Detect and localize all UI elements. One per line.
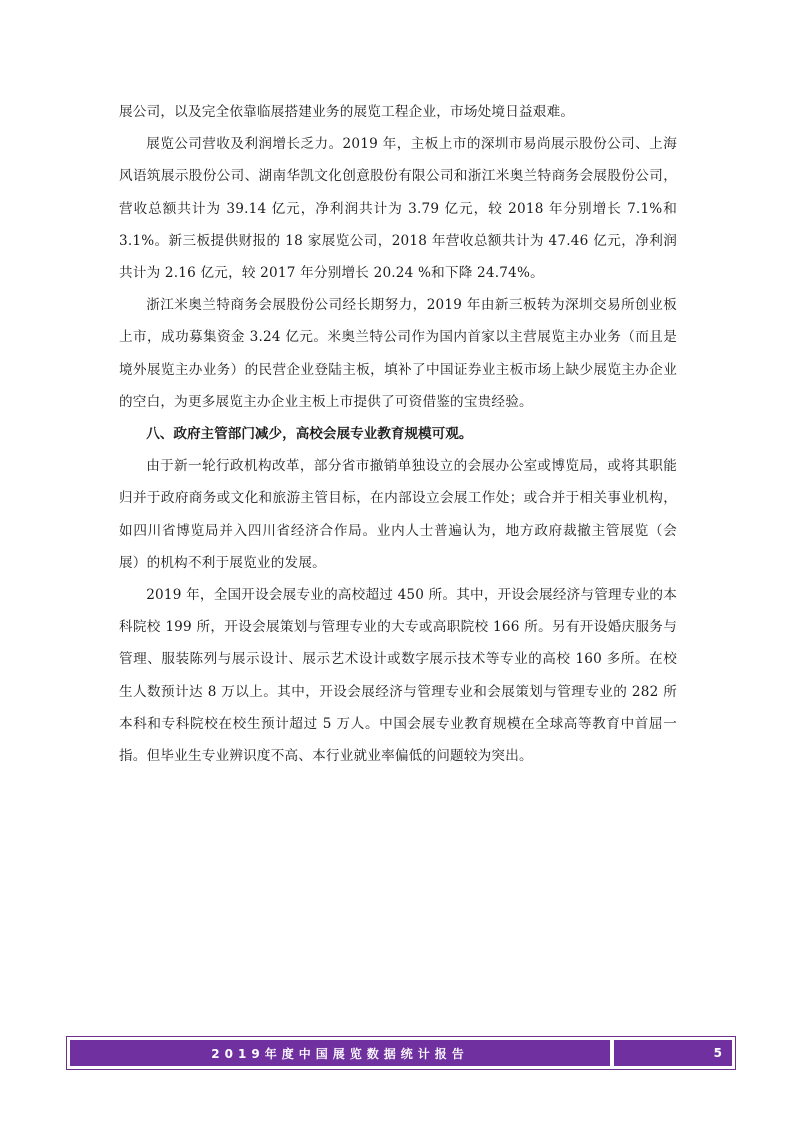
paragraph-education: 2019 年，全国开设会展专业的高校超过 450 所。其中，开设会展经济与管理专业的本科院校 199 所，开设会展策划与管理专业的大专或高职院校 166 所。另有开设婚庆服务与管理、服装陈列与展示设计、展示艺术设计或数字展示技术等专业的高校 160 多所。在校生人数预计达 8 万以上。其中，开设会展经济与管理专业和会展策划与管理专业的 282 所本科和专科院校在校生预计超过 5 万人。中国会展专业教育规模在全球高等教育中首屈一指。但毕业生专业辨识度不高、本行业就业率偏低的问题较为突出。 [119, 587, 677, 765]
paragraph-reform: 由于新一轮行政机构改革，部分省市撤销单独设立的会展办公室或博览局，或将其职能归并于政府商务或文化和旅游主管目标，在内部设立会展工作处；或合并于相关事业机构，如四川省博览局并入四川省经济合作局。业内人士普遍认为，地方政府裁撤主管展览（会展）的机构不利于展览业的发展。 [119, 458, 677, 571]
section-heading-8: 八、政府主管部门减少，高校会展专业教育规模可观。 [146, 426, 473, 443]
body-content [119, 96, 677, 772]
paragraph-continuation: 展公司，以及完全依靠临展搭建业务的展览工程企业，市场处境日益艰难。 [119, 104, 575, 120]
footer-report-title: 2019年度中国展览数据统计报告 [70, 1040, 610, 1066]
paragraph-revenue: 展览公司营收及利润增长乏力。2019 年，主板上市的深圳市易尚展示股份公司、上海风语筑展示股份公司、湖南华凯文化创意股份有限公司和浙江米奥兰特商务会展股份公司，营收总额共计为 39.14 亿元，净利润共计为 3.79 亿元，较 2018 年分别增长 7.1%和 3.1%。新三板提供财报的 18 家展览公司，2018 年营收总额共计为 47.46 亿元，净利润共计为 2.16 亿元，较 2017 年分别增长 20.24 %和下降 24.74%。 [119, 136, 677, 282]
page-footer [66, 1036, 736, 1070]
footer-page-number: 5 [614, 1040, 732, 1066]
paragraph-meorient: 浙江米奥兰特商务会展股份公司经长期努力，2019 年由新三板转为深圳交易所创业板上市，成功募集资金 3.24 亿元。米奥兰特公司作为国内首家以主营展览主办业务（而且是境外展览主办业务）的民营企业登陆主板，填补了中国证券业主板市场上缺少展览主办企业的空白，为更多展览主办企业主板上市提供了可资借鉴的宝贵经验。 [119, 297, 677, 410]
